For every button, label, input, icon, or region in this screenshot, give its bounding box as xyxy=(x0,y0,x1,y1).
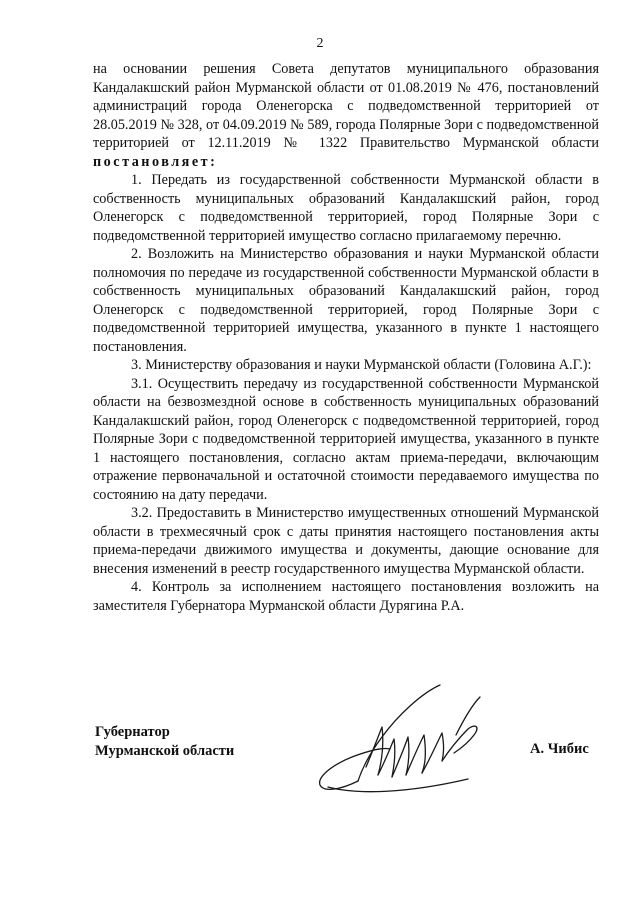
page-number: 2 xyxy=(316,36,324,51)
intro-text: на основании решения Совета депутатов муниципального образования Кандалакшский район Мурманской области от 01.08.2019 № 476, постановлений администраций города Оленегорска с подведомственной территорией от 28.05.2019 № 328, от 04.09.2019 № 589, города Полярные Зори с подведомственной территорией от 12.11.2019 № 1322 Правительство Мурманской области xyxy=(93,61,599,151)
paragraph-2: 2. Возложить на Министерство образования и науки Мурманской области полномочия по передаче из государственной собственности Мурманской области в собственность муниципальных образований Кандалакшский район, город Оленегорск с подведомственной территорией, город Полярные Зори с подведомственной территорией имущества, указанного в пункте 1 настоящего постановления. xyxy=(93,246,599,355)
signatory-title xyxy=(95,723,234,761)
intro-paragraph xyxy=(93,60,599,171)
handwritten-signature xyxy=(318,683,518,798)
paragraph-3-2: 3.2. Предоставить в Министерство имущественных отношений Мурманской области в трехмесячный срок с даты принятия настоящего постановления акты приема-передачи движимого имущества и документы, дающие основание для внесения изменений в реестр государственного имущества Мурманской области. xyxy=(93,505,599,577)
paragraph-4: 4. Контроль за исполнением настоящего постановления возложить на заместителя Губернатора Мурманской области Дурягина Р.А. xyxy=(93,579,599,614)
paragraph-3-1: 3.1. Осуществить передачу из государственной собственности Мурманской области на безвозмездной основе в собственность муниципальных образований Кандалакшский район, город Оленегорск с подведомственной территорией, город Полярные Зори с подведомственной территорией имущества, указанного в пункте 1 настоящего постановления, согласно актам приема-передачи, включающим отражение первоначальной и остаточной стоимости передаваемого имущества по состоянию на дату передачи. xyxy=(93,375,599,503)
signatory-title-line-1: Губернатор xyxy=(95,724,170,740)
signatory-title-line-2: Мурманской области xyxy=(95,743,235,759)
document-body xyxy=(93,60,599,615)
decree-keyword: постановляет: xyxy=(93,153,218,170)
signatory-name: А. Чибис xyxy=(530,741,589,757)
paragraph-3: 3. Министерству образования и науки Мурманской области (Головина А.Г.): xyxy=(131,357,592,373)
paragraph-1: 1. Передать из государственной собственности Мурманской области в собственность муниципальных образований Кандалакшский район, город Оленегорск с подведомственной территорией, город Полярные Зори с подведомственной территорией имущество согласно прилагаемому перечню. xyxy=(93,172,599,244)
